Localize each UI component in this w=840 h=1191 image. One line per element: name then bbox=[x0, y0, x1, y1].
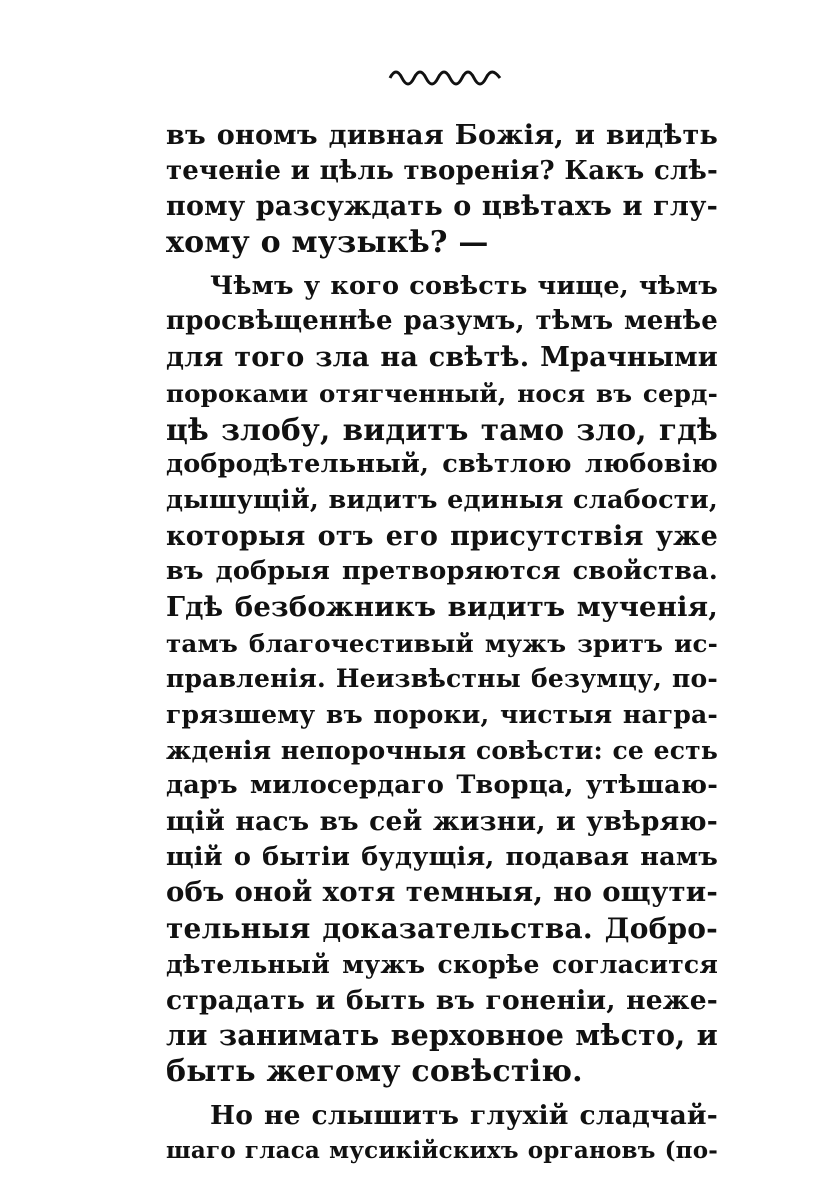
text-line: грязшему въ пороки, чистыя награ- bbox=[166, 700, 718, 729]
paragraph bbox=[166, 269, 718, 1090]
text-line: жденія непорочныя совѣсти: се есть bbox=[166, 735, 718, 765]
text-line: добродѣтельный, свѣтлою любовію bbox=[166, 449, 718, 480]
text-line: даръ милосердаго Творца, утѣшаю- bbox=[166, 770, 718, 801]
text-line: въ ономъ дивная Божія, и видѣть bbox=[166, 120, 718, 151]
text-line: Чѣмъ у кого совѣсть чище, чѣмъ bbox=[210, 270, 718, 301]
header-ornament-icon bbox=[388, 66, 503, 86]
text-line: щій насъ въ сей жизни, и увѣряю- bbox=[166, 806, 718, 838]
text-line: шаго гласа мусикійскихъ органовъ (по- bbox=[166, 1137, 718, 1165]
text-line: щій о бытіи будущія, подавая намъ bbox=[166, 841, 718, 872]
paragraph bbox=[166, 118, 718, 261]
text-line: быть жегому совѣстію. bbox=[166, 1053, 583, 1089]
text-line: Гдѣ безбожникъ видитъ мученія, bbox=[166, 590, 718, 623]
text-line: правленія. Неизвѣстны безумцу, по- bbox=[166, 664, 718, 694]
text-line: въ добрыя претворяются свойства. bbox=[166, 556, 718, 587]
text-line: для того зла на свѣтѣ. Мрачными bbox=[166, 342, 718, 374]
text-line: тамъ благочестивый мужъ зритъ ис- bbox=[166, 628, 718, 658]
text-line: теченіе и цѣль творенія? Какъ слѣ- bbox=[166, 155, 718, 186]
text-line: Но не слышитъ глухій сладчай- bbox=[210, 1099, 718, 1131]
text-line: объ оной хотя темныя, но ощути- bbox=[166, 876, 718, 909]
text-line: страдать и быть въ гоненіи, неже- bbox=[166, 984, 718, 1016]
paragraph bbox=[166, 1098, 718, 1169]
text-line: тельныя доказательства. Добро- bbox=[166, 912, 718, 946]
text-line: просвѣщеннѣе разумъ, тѣмъ менѣе bbox=[166, 306, 718, 337]
text-line: цѣ злобу, видитъ тамо зло, гдѣ bbox=[166, 411, 718, 447]
text-line: дѣтельный мужъ скорѣе согласится bbox=[166, 949, 718, 979]
text-line: дышущій, видитъ единыя слабости, bbox=[166, 484, 718, 515]
text-body bbox=[166, 118, 718, 1169]
text-line: хому о музыкѣ? — bbox=[166, 225, 489, 261]
text-line: ли занимать верховное мѣсто, и bbox=[166, 1018, 718, 1053]
text-line: которыя отъ его присутствія уже bbox=[166, 520, 718, 552]
text-line: пороками отягченный, нося въ серд- bbox=[166, 378, 718, 408]
text-line: пому разсуждать о цвѣтахъ и глу- bbox=[166, 191, 718, 223]
